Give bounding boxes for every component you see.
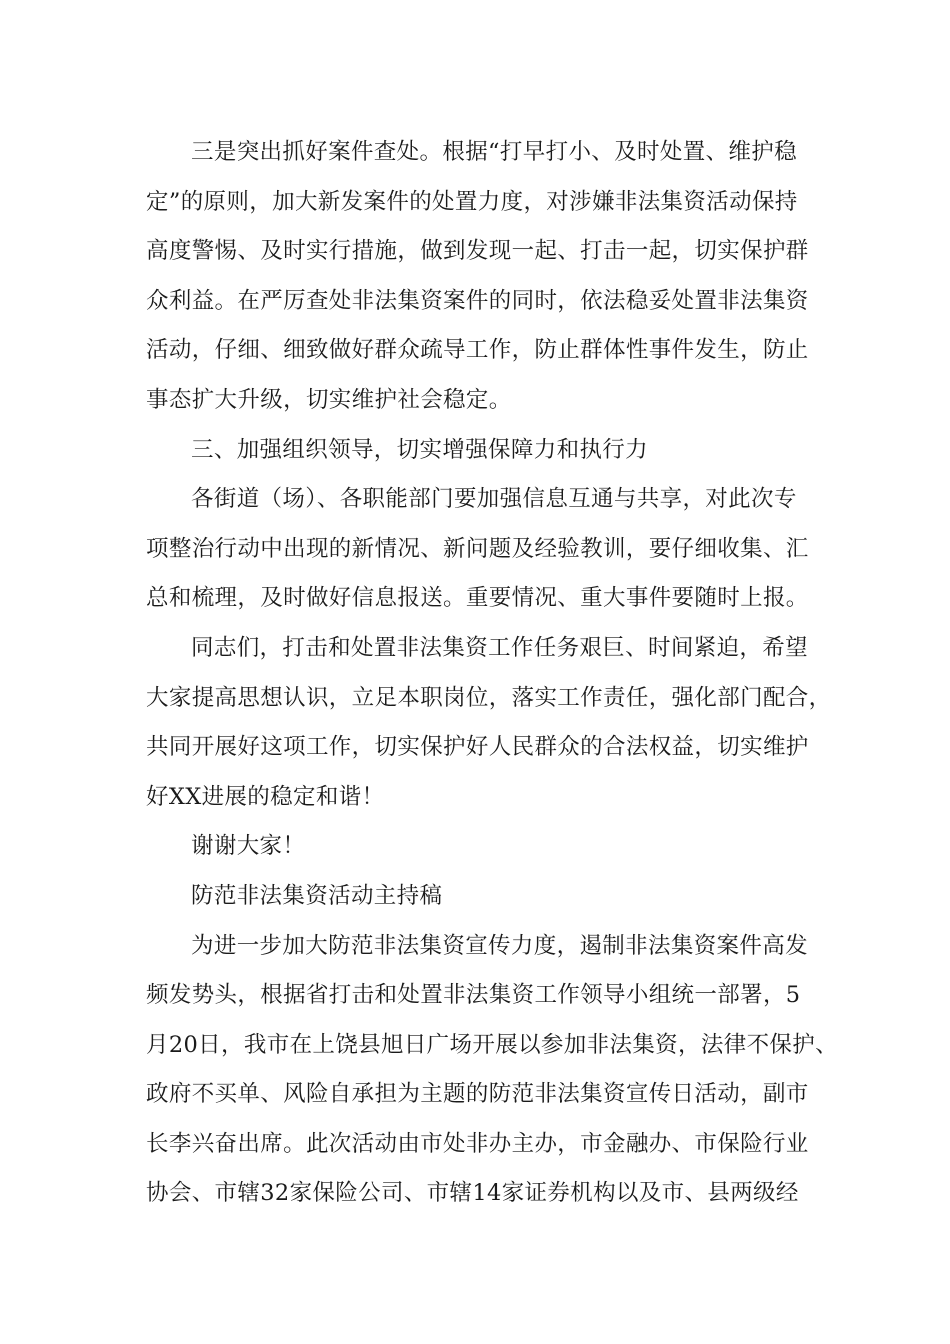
- text-line: 防范非法集资活动主持稿: [191, 882, 443, 909]
- document-body: [146, 128, 838, 1219]
- text-line: 众利益。在严厉查处非法集资案件的同时，依法稳妥处置非法集资: [146, 287, 809, 314]
- text-line: 同志们，打击和处置非法集资工作任务艰巨、时间紧迫，希望: [191, 634, 808, 661]
- text-line: 谢谢大家！: [191, 833, 306, 860]
- section-heading: [146, 426, 834, 476]
- text-line: 长李兴奋出席。此次活动由市处非办主办，市金融办、市保险行业: [146, 1130, 809, 1157]
- text-line: 各街道（场）、各职能部门要加强信息互通与共享，对此次专: [191, 486, 797, 513]
- paragraph-information-sharing: [146, 475, 834, 624]
- paragraph-thanks: [146, 822, 834, 872]
- text-line: 活动，仔细、细致做好群众疏导工作，防止群体性事件发生，防止: [146, 337, 809, 364]
- text-line: 协会、市辖32家保险公司、市辖14家证券机构以及市、县两级经: [146, 1180, 799, 1207]
- text-line: 月20日，我市在上饶县旭日广场开展以参加非法集资，法律不保护、: [146, 1031, 838, 1058]
- text-line: 高度警惕、及时实行措施，做到发现一起、打击一起，切实保护群: [146, 238, 809, 265]
- text-line: 大家提高思想认识，立足本职岗位，落实工作责任，强化部门配合，: [146, 684, 832, 711]
- text-line: 项整治行动中出现的新情况、新问题及经验教训，要仔细收集、汇: [146, 535, 809, 562]
- text-line: 定”的原则，加大新发案件的处置力度，对涉嫌非法集资活动保持: [146, 188, 798, 215]
- document-subtitle: [146, 872, 834, 922]
- text-line: 总和梳理，及时做好信息报送。重要情况、重大事件要随时上报。: [146, 585, 809, 612]
- text-line: 政府不买单、风险自承担为主题的防范非法集资宣传日活动，副市: [146, 1081, 809, 1108]
- text-line: 三是突出抓好案件查处。根据“打早打小、及时处置、维护稳: [191, 139, 797, 165]
- paragraph-closing-appeal: [146, 624, 834, 822]
- paragraph-campaign-intro: [146, 922, 838, 1220]
- text-line: 事态扩大升级，切实维护社会稳定。: [146, 386, 512, 413]
- text-line: 频发势头，根据省打击和处置非法集资工作领导小组统一部署，5: [146, 982, 801, 1009]
- text-line: 好XX进展的稳定和谐！: [146, 783, 385, 810]
- paragraph-case-handling: [146, 128, 834, 426]
- text-line: 共同开展好这项工作，切实保护好人民群众的合法权益，切实维护: [146, 734, 809, 761]
- text-line: 为进一步加大防范非法集资宣传力度，遏制非法集资案件高发: [191, 932, 808, 959]
- text-line: 三、加强组织领导，切实增强保障力和执行力: [191, 436, 649, 463]
